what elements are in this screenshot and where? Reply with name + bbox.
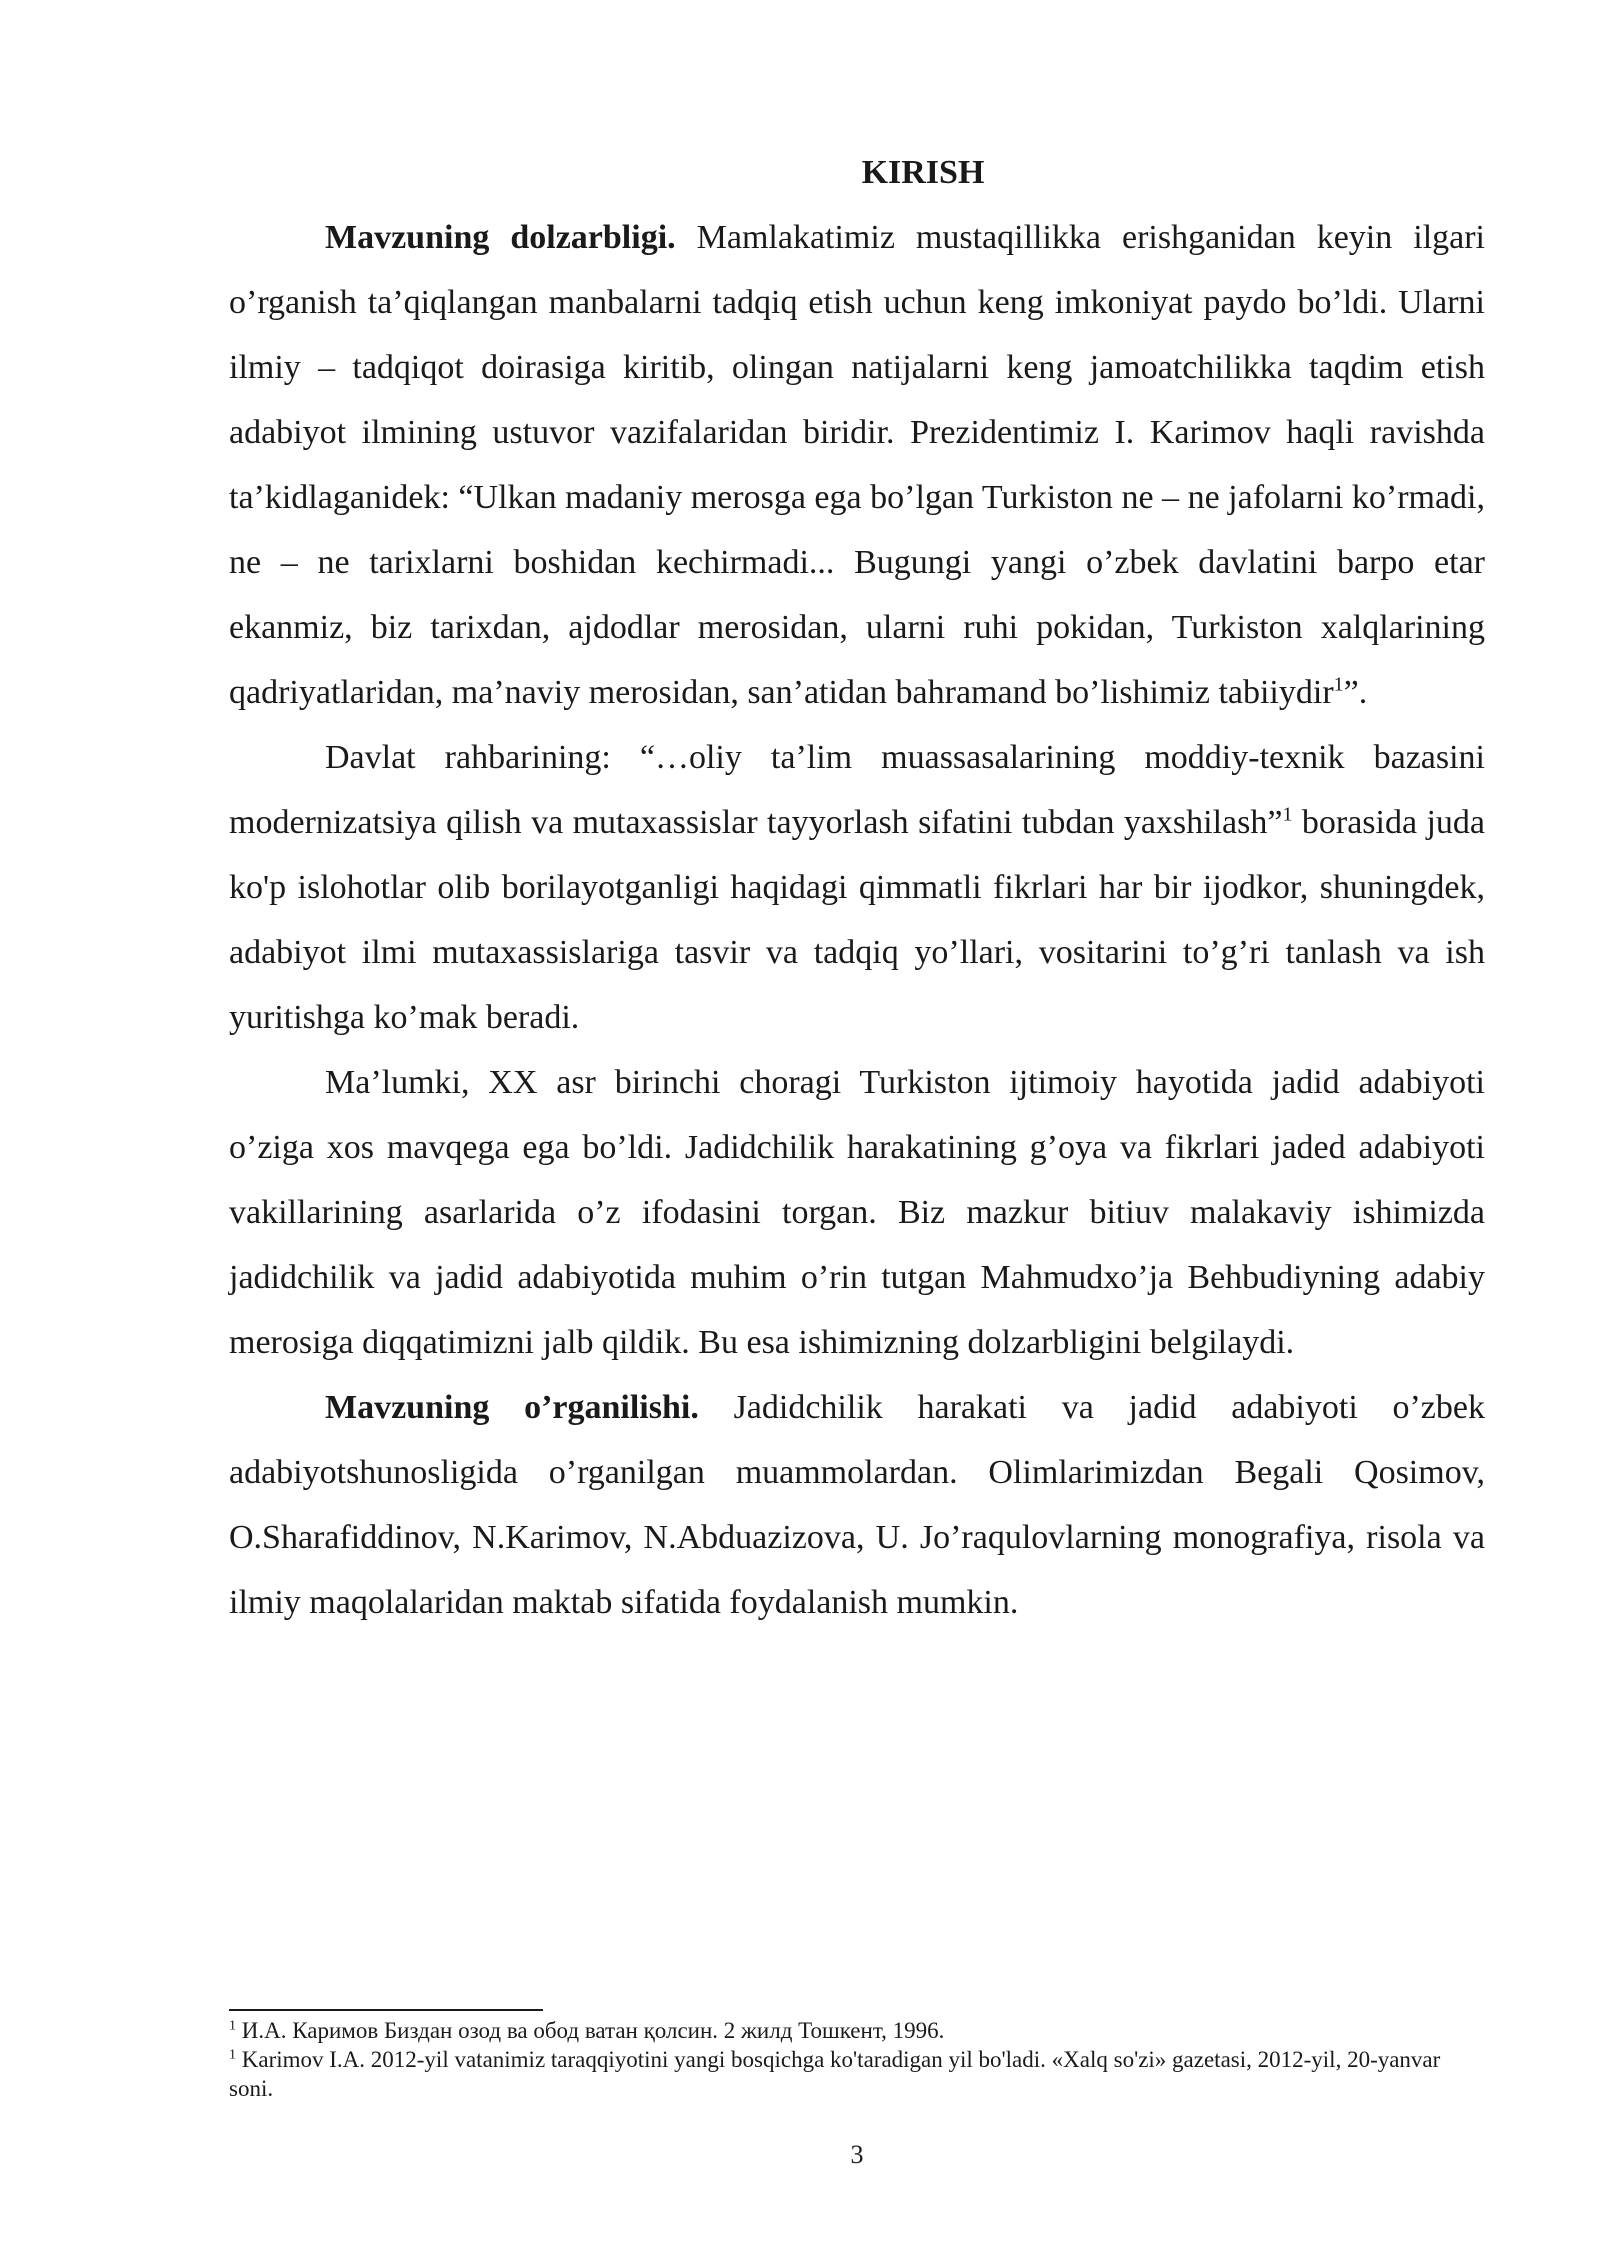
footnote-ref[interactable]: 1 — [1282, 803, 1293, 826]
footnotes — [229, 2016, 1485, 2103]
paragraph-tail: borasida juda ko'p islohotlar olib borilayotganligi haqidagi qimmatli fikrlari har bir ijodkor, shuningdek, adabiyot ilmi mutaxassislariga tasvir va tadqiq yo’llari, vositarini to’g’ri tanlash va ish yuritishga ko’mak beradi. — [229, 804, 1485, 1036]
paragraph-relevance — [229, 205, 1485, 725]
paragraph-tail: ”. — [1343, 674, 1368, 711]
paragraph-text: Davlat rahbarining: “…oliy ta’lim muassasalarining moddiy-texnik bazasini modernizatsiya qilish va mutaxassislar tayyorlash sifatini tubdan yaxshilash” — [229, 739, 1485, 841]
footnote-text: Karimov I.A. 2012-yil vatanimiz taraqqiyotini yangi bosqichga ko'taradigan yil bo'ladi. «Xalq so'zi» gazetasi, 2012-yil, 20-yanvar soni. — [229, 2047, 1441, 2101]
paragraph-lead: Mavzuning o’rganilishi. — [325, 1389, 699, 1426]
paragraph-leader-quote — [229, 725, 1485, 1050]
footnote-mark: 1 — [229, 2018, 236, 2034]
footnote-text: И.А. Каримов Биздан озод ва обод ватан қолсин. 2 жилд Тошкент, 1996. — [236, 2018, 945, 2043]
paragraph-research-status — [229, 1375, 1485, 1635]
page-number: 3 — [850, 2140, 864, 2169]
footnote-ref[interactable]: 1 — [1333, 673, 1344, 696]
main-text — [229, 140, 1485, 1635]
footnote-mark: 1 — [229, 2047, 236, 2063]
footnote-item — [229, 2016, 1485, 2045]
paragraph-text: Ma’lumki, XX asr birinchi choragi Turkiston ijtimoiy hayotida jadid adabiyoti o’ziga xos mavqega ega bo’ldi. Jadidchilik harakatining g’oya va fikrlari jaded adabiyoti vakillarining asarlarida o’z ifodasini torgan. Biz mazkur bitiuv malakaviy ishimizda jadidchilik va jadid adabiyotida muhim o’rin tutgan Mahmudxo’ja Behbudiyning adabiy merosiga diqqatimizni jalb qildik. Bu esa ishimizning dolzarbligini belgilaydi. — [229, 1064, 1485, 1361]
page-title: KIRISH — [861, 154, 985, 191]
paragraph-jadid-literature — [229, 1050, 1485, 1375]
paragraph-text: Jadidchilik harakati va jadid adabiyoti o’zbek adabiyotshunosligida o’rganilgan muammolardan. Olimlarimizdan Begali Qosimov, O.Sharafiddinov, N.Karimov, N.Abduazizova, U. Jo’raqulovlarning monografiya, risola va ilmiy maqolalaridan maktab sifatida foydalanish mumkin. — [229, 1389, 1485, 1621]
paragraph-lead: Mavzuning dolzarbligi. — [325, 219, 676, 256]
paragraph-text: Mamlakatimiz mustaqillikka erishganidan keyin ilgari o’rganish ta’qiqlangan manbalarni tadqiq etish uchun keng imkoniyat paydo bo’ldi. Ularni ilmiy – tadqiqot doirasiga kiritib, olingan natijalarni keng jamoatchilikka taqdim etish adabiyot ilmining ustuvor vazifalaridan biridir. Prezidentimiz I. Karimov haqli ravishda ta’kidlaganidek: “Ulkan madaniy merosga ega bo’lgan Turkiston ne – ne jafolarni ko’rmadi, ne – ne tarixlarni boshidan kechirmadi... Bugungi yangi o’zbek davlatini barpo etar ekanmiz, biz tarixdan, ajdodlar merosidan, ularni ruhi pokidan, Turkiston xalqlarining qadriyatlaridan, ma’naviy merosidan, san’atidan bahramand bo’lishimiz tabiiydir — [229, 219, 1485, 711]
footnote-item — [229, 2045, 1485, 2103]
footnote-separator — [229, 2009, 543, 2011]
